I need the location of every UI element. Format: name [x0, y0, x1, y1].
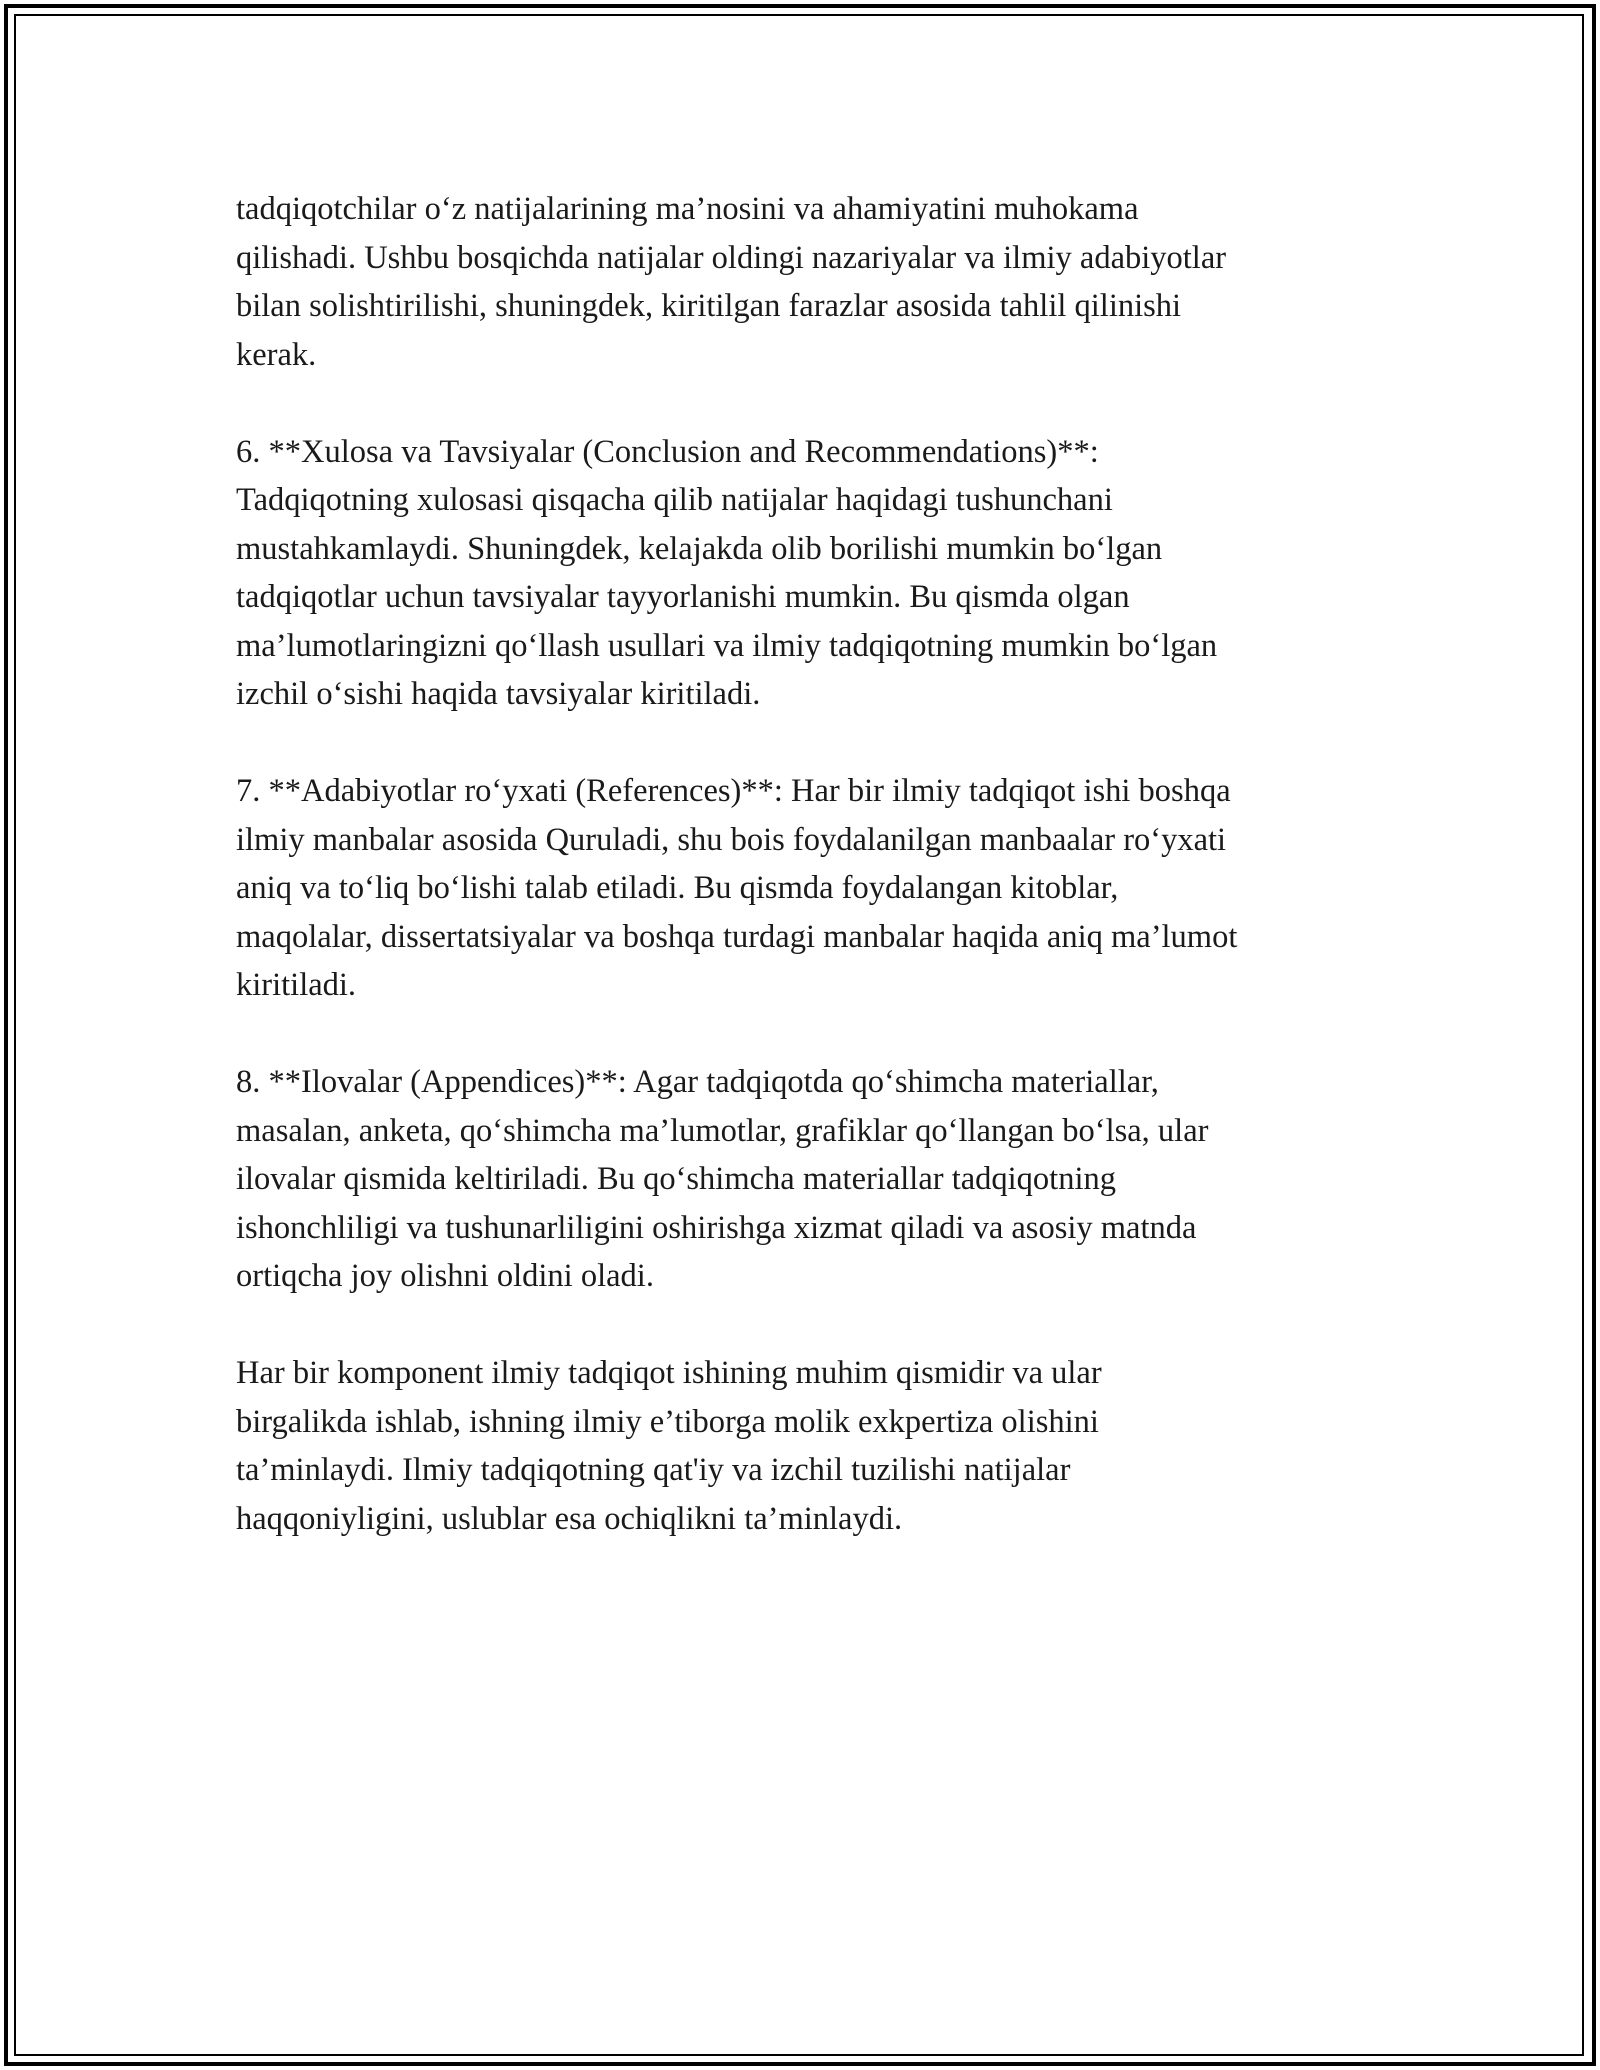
paragraph-conclusion — [236, 428, 1376, 719]
text-line: bilan solishtirilishi, shuningdek, kiritilgan farazlar asosida tahlil qilinishi — [236, 288, 1182, 324]
text-line: 7. **Adabiyotlar ro‘yxati (References)**: Har bir ilmiy tadqiqot ishi boshqa — [236, 773, 1231, 809]
paragraph-summary — [236, 1349, 1376, 1543]
text-line: maqolalar, dissertatsiyalar va boshqa turdagi manbalar haqida aniq ma’lumot — [236, 918, 1238, 955]
paragraph-discussion-continuation — [236, 185, 1376, 379]
text-line: ortiqcha joy olishni oldini oladi. — [236, 1258, 654, 1294]
text-line: 6. **Xulosa va Tavsiyalar (Conclusion and Recommendations)**: — [236, 433, 1099, 470]
text-line: ishonchliligi va tushunarliligini oshirishga xizmat qiladi va asosiy matnda — [236, 1209, 1197, 1246]
text-line: mustahkamlaydi. Shuningdek, kelajakda olib borilishi mumkin bo‘lgan — [236, 530, 1163, 567]
paragraph-references — [236, 767, 1376, 1010]
text-line: haqqoniyligini, uslublar esa ochiqlikni ta’minlaydi. — [236, 1500, 903, 1537]
text-line: qilishadi. Ushbu bosqichda natijalar oldingi nazariyalar va ilmiy adabiyotlar — [236, 239, 1227, 276]
text-line: Har bir komponent ilmiy tadqiqot ishining muhim qismidir va ular — [236, 1355, 1102, 1391]
paragraph-appendices — [236, 1058, 1376, 1301]
text-line: tadqiqotchilar o‘z natijalarining ma’nosini va ahamiyatini muhokama — [236, 191, 1139, 227]
text-line: kerak. — [236, 336, 317, 373]
text-line: ilovalar qismida keltiriladi. Bu qo‘shimcha materiallar tadqiqotning — [236, 1161, 1116, 1197]
text-line: izchil o‘sishi haqida tavsiyalar kiritiladi. — [236, 676, 761, 712]
text-line: ta’minlaydi. Ilmiy tadqiqotning qat'iy va izchil tuzilishi natijalar — [236, 1452, 1071, 1488]
text-line: masalan, anketa, qo‘shimcha ma’lumotlar, grafiklar qo‘llangan bo‘lsa, ular — [236, 1112, 1209, 1149]
text-line: birgalikda ishlab, ishning ilmiy e’tiborga molik exkpertiza olishini — [236, 1403, 1099, 1440]
text-line: ilmiy manbalar asosida Quruladi, shu bois foydalanilgan manbaalar ro‘yxati — [236, 821, 1227, 858]
text-line: Tadqiqotning xulosasi qisqacha qilib natijalar haqidagi tushunchani — [236, 482, 1113, 518]
text-line: kiritiladi. — [236, 967, 357, 1003]
text-line: ma’lumotlaringizni qo‘llash usullari va ilmiy tadqiqotning mumkin bo‘lgan — [236, 627, 1218, 664]
document-body — [236, 185, 1376, 1592]
text-line: aniq va to‘liq bo‘lishi talab etiladi. Bu qismda foydalangan kitoblar, — [236, 870, 1119, 906]
text-line: 8. **Ilovalar (Appendices)**: Agar tadqiqotda qo‘shimcha materiallar, — [236, 1064, 1159, 1100]
text-line: tadqiqotlar uchun tavsiyalar tayyorlanishi mumkin. Bu qismda olgan — [236, 579, 1130, 615]
